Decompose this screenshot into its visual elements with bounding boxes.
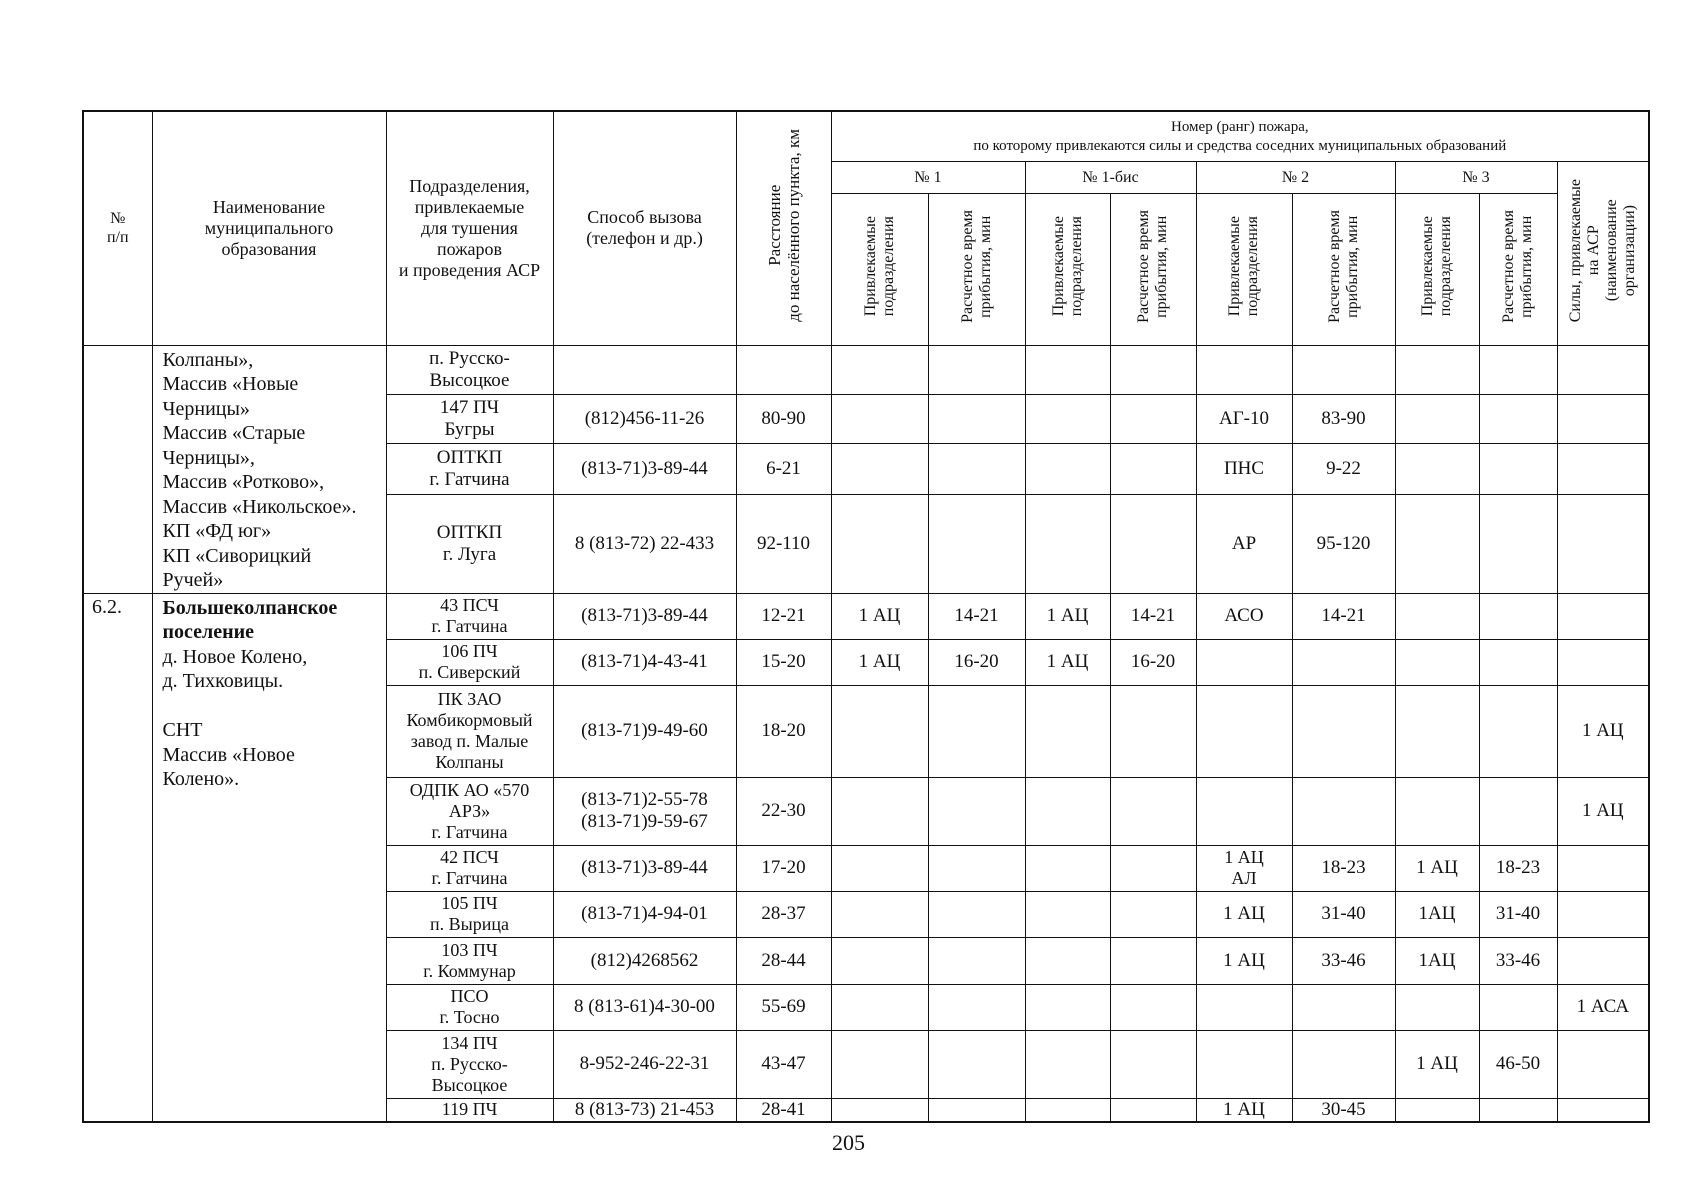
- header-r3-units: Привлекаемые подразделения: [1395, 193, 1479, 345]
- distance-cell: 6-21: [736, 444, 831, 495]
- r2-time-cell: [1292, 984, 1395, 1030]
- r1-unit-cell: [831, 777, 928, 845]
- r2-unit-cell: 1 АЦ: [1196, 937, 1292, 984]
- r2-unit-cell: АСО: [1196, 593, 1292, 639]
- unit-cell: 43 ПСЧ г. Гатчина: [386, 593, 553, 639]
- asr-cell: 1 АСА: [1557, 984, 1649, 1030]
- header-distance: Расстояние до населённого пункта, км: [736, 111, 831, 345]
- phone-cell: 8-952-246-22-31: [553, 1030, 736, 1098]
- distance-cell: [736, 345, 831, 395]
- r3-unit-cell: 1АЦ: [1395, 937, 1479, 984]
- r1-unit-cell: [831, 685, 928, 777]
- unit-cell: ПК ЗАО Комбикормовый завод п. Малые Колпаны: [386, 685, 553, 777]
- r3-time-cell: 46-50: [1479, 1030, 1557, 1098]
- r3-unit-cell: [1395, 1098, 1479, 1122]
- r3-time-cell: 18-23: [1479, 845, 1557, 891]
- section2-municipality: [152, 593, 386, 1122]
- asr-cell: [1557, 593, 1649, 639]
- r1-unit-cell: [831, 1030, 928, 1098]
- fire-forces-table: [82, 110, 1650, 1123]
- r1b-unit-cell: [1025, 937, 1110, 984]
- unit-cell: п. Русско- Высоцкое: [386, 345, 553, 395]
- r1b-time-cell: 16-20: [1110, 639, 1196, 685]
- r3-unit-cell: [1395, 984, 1479, 1030]
- header-municipality: Наименование муниципального образования: [152, 111, 386, 345]
- r3-unit-cell: [1395, 777, 1479, 845]
- asr-cell: [1557, 845, 1649, 891]
- distance-cell: 28-37: [736, 891, 831, 937]
- distance-cell: 22-30: [736, 777, 831, 845]
- r2-time-cell: [1292, 639, 1395, 685]
- phone-cell: (813-71)3-89-44: [553, 593, 736, 639]
- r2-unit-cell: [1196, 984, 1292, 1030]
- r1b-unit-cell: 1 АЦ: [1025, 593, 1110, 639]
- distance-cell: 12-21: [736, 593, 831, 639]
- r1-unit-cell: 1 АЦ: [831, 593, 928, 639]
- r2-time-cell: 14-21: [1292, 593, 1395, 639]
- r2-unit-cell: АР: [1196, 494, 1292, 593]
- phone-cell: (813-71)3-89-44: [553, 444, 736, 495]
- header-call-method: Способ вызова (телефон и др.): [553, 111, 736, 345]
- phone-cell: 8 (813-61)4-30-00: [553, 984, 736, 1030]
- distance-cell: 15-20: [736, 639, 831, 685]
- r1b-time-cell: 14-21: [1110, 593, 1196, 639]
- unit-cell: 119 ПЧ: [386, 1098, 553, 1122]
- r1b-time-cell: [1110, 984, 1196, 1030]
- r1b-unit-cell: [1025, 1098, 1110, 1122]
- r1-unit-cell: 1 АЦ: [831, 639, 928, 685]
- unit-cell: 106 ПЧ п. Сиверский: [386, 639, 553, 685]
- r1-time-cell: [928, 1030, 1025, 1098]
- r1-time-cell: 14-21: [928, 593, 1025, 639]
- unit-cell: ОДПК АО «570 АРЗ» г. Гатчина: [386, 777, 553, 845]
- r1b-time-cell: [1110, 685, 1196, 777]
- distance-cell: 17-20: [736, 845, 831, 891]
- unit-cell: ОПТКП г. Луга: [386, 494, 553, 593]
- header-rank-1: № 1: [831, 161, 1025, 193]
- r1-unit-cell: [831, 984, 928, 1030]
- r3-unit-cell: 1 АЦ: [1395, 845, 1479, 891]
- r3-unit-cell: 1АЦ: [1395, 891, 1479, 937]
- r2-time-cell: 83-90: [1292, 395, 1395, 444]
- phone-cell: (812)4268562: [553, 937, 736, 984]
- r2-time-cell: 33-46: [1292, 937, 1395, 984]
- section2-name-bold: Большеколпанское поселение: [162, 596, 338, 643]
- r2-time-cell: 30-45: [1292, 1098, 1395, 1122]
- asr-cell: 1 АЦ: [1557, 685, 1649, 777]
- r1b-unit-cell: [1025, 891, 1110, 937]
- header-r3-time: Расчетное время прибытия, мин: [1479, 193, 1557, 345]
- section1-num: [83, 345, 152, 593]
- r1b-time-cell: [1110, 937, 1196, 984]
- table-row: [83, 345, 1649, 395]
- phone-cell: [553, 345, 736, 395]
- r2-time-cell: [1292, 685, 1395, 777]
- r2-unit-cell: [1196, 777, 1292, 845]
- r3-time-cell: [1479, 984, 1557, 1030]
- r3-time-cell: [1479, 639, 1557, 685]
- header-r2-time: Расчетное время прибытия, мин: [1292, 193, 1395, 345]
- unit-cell: 134 ПЧ п. Русско- Высоцкое: [386, 1030, 553, 1098]
- r1-time-cell: [928, 1098, 1025, 1122]
- distance-cell: 28-44: [736, 937, 831, 984]
- table-row: [83, 593, 1649, 639]
- r1-time-cell: [928, 984, 1025, 1030]
- header-rank-2: № 2: [1196, 161, 1395, 193]
- r2-unit-cell: ПНС: [1196, 444, 1292, 495]
- r2-unit-cell: [1196, 345, 1292, 395]
- header-r1-time: Расчетное время прибытия, мин: [928, 193, 1025, 345]
- asr-cell: 1 АЦ: [1557, 777, 1649, 845]
- r1b-unit-cell: 1 АЦ: [1025, 639, 1110, 685]
- r2-time-cell: [1292, 345, 1395, 395]
- header-asr-forces: Силы, привлекаемые на АСР (наименование организации): [1557, 161, 1649, 345]
- unit-cell: 42 ПСЧ г. Гатчина: [386, 845, 553, 891]
- header-num: № п/п: [83, 111, 152, 345]
- r1b-time-cell: [1110, 845, 1196, 891]
- r2-time-cell: 9-22: [1292, 444, 1395, 495]
- distance-cell: 18-20: [736, 685, 831, 777]
- r1-time-cell: [928, 937, 1025, 984]
- phone-cell: (813-71)4-43-41: [553, 639, 736, 685]
- unit-cell: ПСО г. Тосно: [386, 984, 553, 1030]
- r1-unit-cell: [831, 845, 928, 891]
- r1-time-cell: [928, 891, 1025, 937]
- r2-time-cell: [1292, 777, 1395, 845]
- distance-cell: 28-41: [736, 1098, 831, 1122]
- header-r1b-units: Привлекаемые подразделения: [1025, 193, 1110, 345]
- section1-settlements: Колпаны», Массив «Новые Черницы» Массив «Старые Черницы», Массив «Ротково», Массив «Никольское». КП «ФД юг» КП «Сиворицкий Ручей»: [152, 345, 386, 593]
- r3-time-cell: [1479, 593, 1557, 639]
- distance-cell: 80-90: [736, 395, 831, 444]
- distance-cell: 92-110: [736, 494, 831, 593]
- section2-number: 6.2.: [83, 593, 152, 1122]
- phone-cell: 8 (813-73) 21-453: [553, 1098, 736, 1122]
- r1b-unit-cell: [1025, 777, 1110, 845]
- r1-unit-cell: [831, 891, 928, 937]
- r3-time-cell: [1479, 1098, 1557, 1122]
- header-rank-3: № 3: [1395, 161, 1557, 193]
- r1b-unit-cell: [1025, 984, 1110, 1030]
- r1b-unit-cell: [1025, 1030, 1110, 1098]
- unit-cell: 103 ПЧ г. Коммунар: [386, 937, 553, 984]
- r1b-unit-cell: [1025, 685, 1110, 777]
- phone-cell: (812)456-11-26: [553, 395, 736, 444]
- phone-cell: 8 (813-72) 22-433: [553, 494, 736, 593]
- r3-unit-cell: 1 АЦ: [1395, 1030, 1479, 1098]
- unit-cell: 147 ПЧ Бугры: [386, 395, 553, 444]
- r2-unit-cell: 1 АЦ АЛ: [1196, 845, 1292, 891]
- r1b-time-cell: [1110, 1098, 1196, 1122]
- unit-cell: ОПТКП г. Гатчина: [386, 444, 553, 495]
- asr-cell: [1557, 1030, 1649, 1098]
- table-body: [83, 345, 1649, 1122]
- header-r1-units: Привлекаемые подразделения: [831, 193, 928, 345]
- header-units: Подразделения, привлекаемые для тушения пожаров и проведения АСР: [386, 111, 553, 345]
- r3-unit-cell: [1395, 685, 1479, 777]
- r1-time-cell: [928, 845, 1025, 891]
- r2-time-cell: [1292, 1030, 1395, 1098]
- header-rank-1bis: № 1-бис: [1025, 161, 1196, 193]
- r1b-time-cell: [1110, 777, 1196, 845]
- r3-time-cell: [1479, 685, 1557, 777]
- r3-unit-cell: [1395, 639, 1479, 685]
- r1b-time-cell: [1110, 1030, 1196, 1098]
- r2-time-cell: 95-120: [1292, 494, 1395, 593]
- distance-cell: 43-47: [736, 1030, 831, 1098]
- phone-cell: (813-71)9-49-60: [553, 685, 736, 777]
- r3-unit-cell: [1395, 593, 1479, 639]
- asr-cell: [1557, 891, 1649, 937]
- r1b-time-cell: [1110, 891, 1196, 937]
- r3-time-cell: 31-40: [1479, 891, 1557, 937]
- distance-cell: 55-69: [736, 984, 831, 1030]
- r1-unit-cell: [831, 937, 928, 984]
- header-r2-units: Привлекаемые подразделения: [1196, 193, 1292, 345]
- table-header: [83, 111, 1649, 345]
- r2-unit-cell: АГ-10: [1196, 395, 1292, 444]
- phone-cell: (813-71)3-89-44: [553, 845, 736, 891]
- asr-cell: [1557, 1098, 1649, 1122]
- header-fire-rank: Номер (ранг) пожара, по которому привлекаются силы и средства соседних муниципальных образований: [831, 111, 1649, 161]
- r1b-unit-cell: [1025, 845, 1110, 891]
- phone-cell: (813-71)2-55-78 (813-71)9-59-67: [553, 777, 736, 845]
- r2-time-cell: 31-40: [1292, 891, 1395, 937]
- r2-time-cell: 18-23: [1292, 845, 1395, 891]
- r2-unit-cell: [1196, 1030, 1292, 1098]
- r2-unit-cell: [1196, 685, 1292, 777]
- r3-time-cell: 33-46: [1479, 937, 1557, 984]
- r2-unit-cell: 1 АЦ: [1196, 1098, 1292, 1122]
- r1-time-cell: [928, 777, 1025, 845]
- r3-time-cell: [1479, 777, 1557, 845]
- r1-time-cell: [928, 685, 1025, 777]
- r2-unit-cell: [1196, 639, 1292, 685]
- unit-cell: 105 ПЧ п. Вырица: [386, 891, 553, 937]
- header-r1b-time: Расчетное время прибытия, мин: [1110, 193, 1196, 345]
- page-number: 205: [832, 1130, 865, 1155]
- fire-forces-table-sheet: [82, 110, 1648, 1120]
- r2-unit-cell: 1 АЦ: [1196, 891, 1292, 937]
- section2-name-rest: д. Новое Колено, д. Тихковицы. СНТ Массив «Новое Колено».: [162, 645, 308, 790]
- asr-cell: [1557, 639, 1649, 685]
- asr-cell: [1557, 937, 1649, 984]
- phone-cell: (813-71)4-94-01: [553, 891, 736, 937]
- r1-time-cell: 16-20: [928, 639, 1025, 685]
- r1-unit-cell: [831, 1098, 928, 1122]
